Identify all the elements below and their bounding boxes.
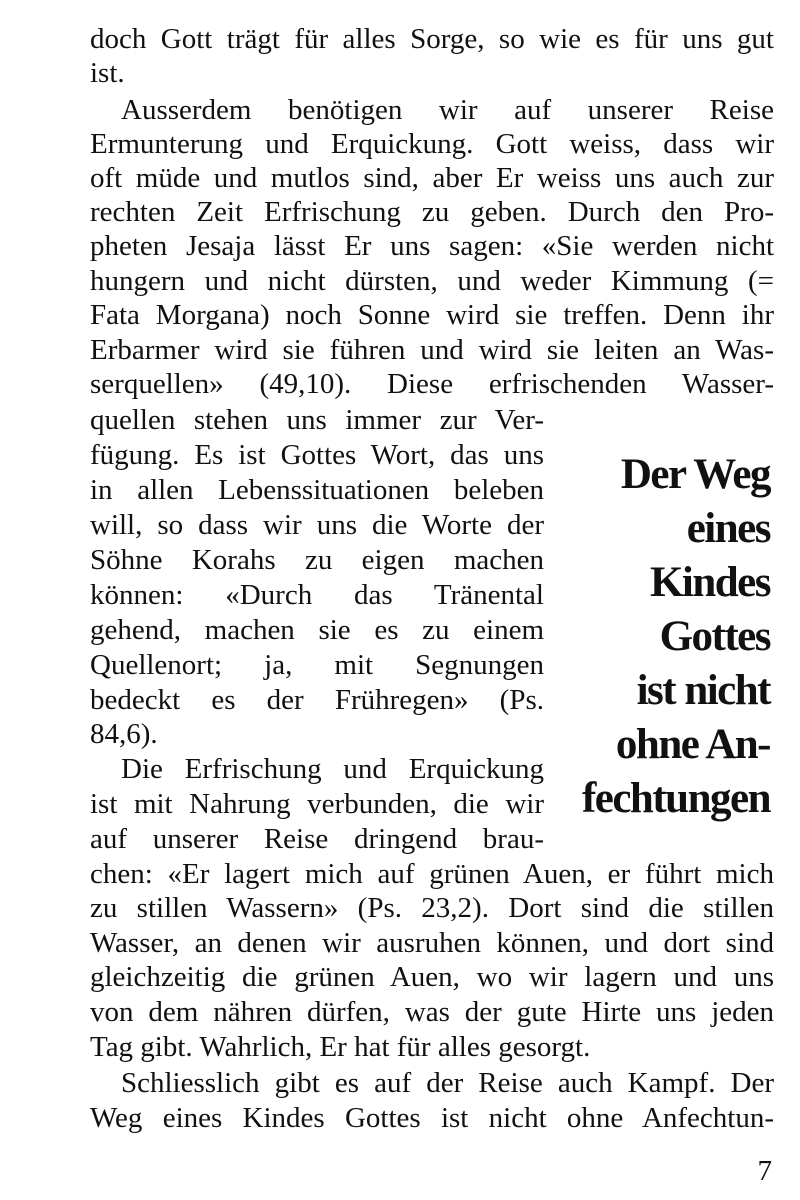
text-line: Tag gibt. Wahrlich, Er hat für alles gesorgt. (90, 1031, 591, 1063)
text-line: pheten Jesaja lässt Er uns sagen: «Sie werden nicht (90, 230, 774, 262)
text-line: in allen Lebenssituationen beleben (90, 474, 544, 506)
text-line: bedeckt es der Frühregen» (Ps. (90, 684, 544, 716)
pull-quote-line: Der Weg (620, 451, 770, 498)
text-line: Schliesslich gibt es auf der Reise auch Kampf. Der (121, 1067, 774, 1099)
text-line: fügung. Es ist Gottes Wort, das uns (90, 439, 544, 471)
text-line: hungern und nicht dürsten, und weder Kimmung (= (90, 265, 774, 297)
text-line: gleichzeitig die grünen Auen, wo wir lagern und uns (90, 961, 774, 993)
text-line: chen: «Er lagert mich auf grünen Auen, er führt mich (90, 858, 774, 890)
text-line: will, so dass wir uns die Worte der (90, 509, 544, 541)
text-line: 84,6). (90, 718, 158, 750)
text-line: Wasser, an denen wir ausruhen können, und dort sind (90, 927, 774, 959)
text-line: von dem nähren dürfen, was der gute Hirte uns jeden (90, 996, 774, 1028)
text-line: zu stillen Wassern» (Ps. 23,2). Dort sind die stillen (90, 892, 774, 924)
pull-quote-line: fechtungen (581, 775, 770, 822)
text-line: ist mit Nahrung verbunden, die wir (90, 788, 544, 820)
page-number: 7 (757, 1155, 772, 1187)
text-line: doch Gott trägt für alles Sorge, so wie es für uns gut (90, 23, 774, 55)
pull-quote (555, 448, 770, 826)
text-line: Weg eines Kindes Gottes ist nicht ohne Anfechtun- (90, 1102, 774, 1134)
text-line: Söhne Korahs zu eigen machen (90, 544, 544, 576)
text-line: oft müde und mutlos sind, aber Er weiss uns auch zur (90, 162, 774, 194)
text-line: rechten Zeit Erfrischung zu geben. Durch den Pro- (90, 196, 774, 228)
pull-quote-line: ohne An- (615, 721, 770, 768)
text-line: quellen stehen uns immer zur Ver- (90, 404, 544, 436)
text-line: serquellen» (49,10). Diese erfrischenden Wasser- (90, 368, 774, 400)
pull-quote-line: ist nicht (636, 667, 770, 714)
text-line: können: «Durch das Tränental (90, 579, 544, 611)
pull-quote-line: Gottes (659, 613, 770, 660)
pull-quote-line: eines (686, 505, 770, 552)
pull-quote-line: Kindes (649, 559, 770, 606)
text-line: Ermunterung und Erquickung. Gott weiss, dass wir (90, 128, 774, 160)
text-line: Ausserdem benötigen wir auf unserer Reise (121, 94, 774, 126)
text-line: Quellenort; ja, mit Segnungen (90, 649, 544, 681)
text-line: Fata Morgana) noch Sonne wird sie treffen. Denn ihr (90, 299, 774, 331)
text-line: ist. (90, 57, 125, 89)
text-line: gehend, machen sie es zu einem (90, 614, 544, 646)
text-line: auf unserer Reise dringend brau- (90, 823, 544, 855)
text-line: Erbarmer wird sie führen und wird sie leiten an Was- (90, 334, 774, 366)
text-line: Die Erfrischung und Erquickung (121, 753, 544, 785)
